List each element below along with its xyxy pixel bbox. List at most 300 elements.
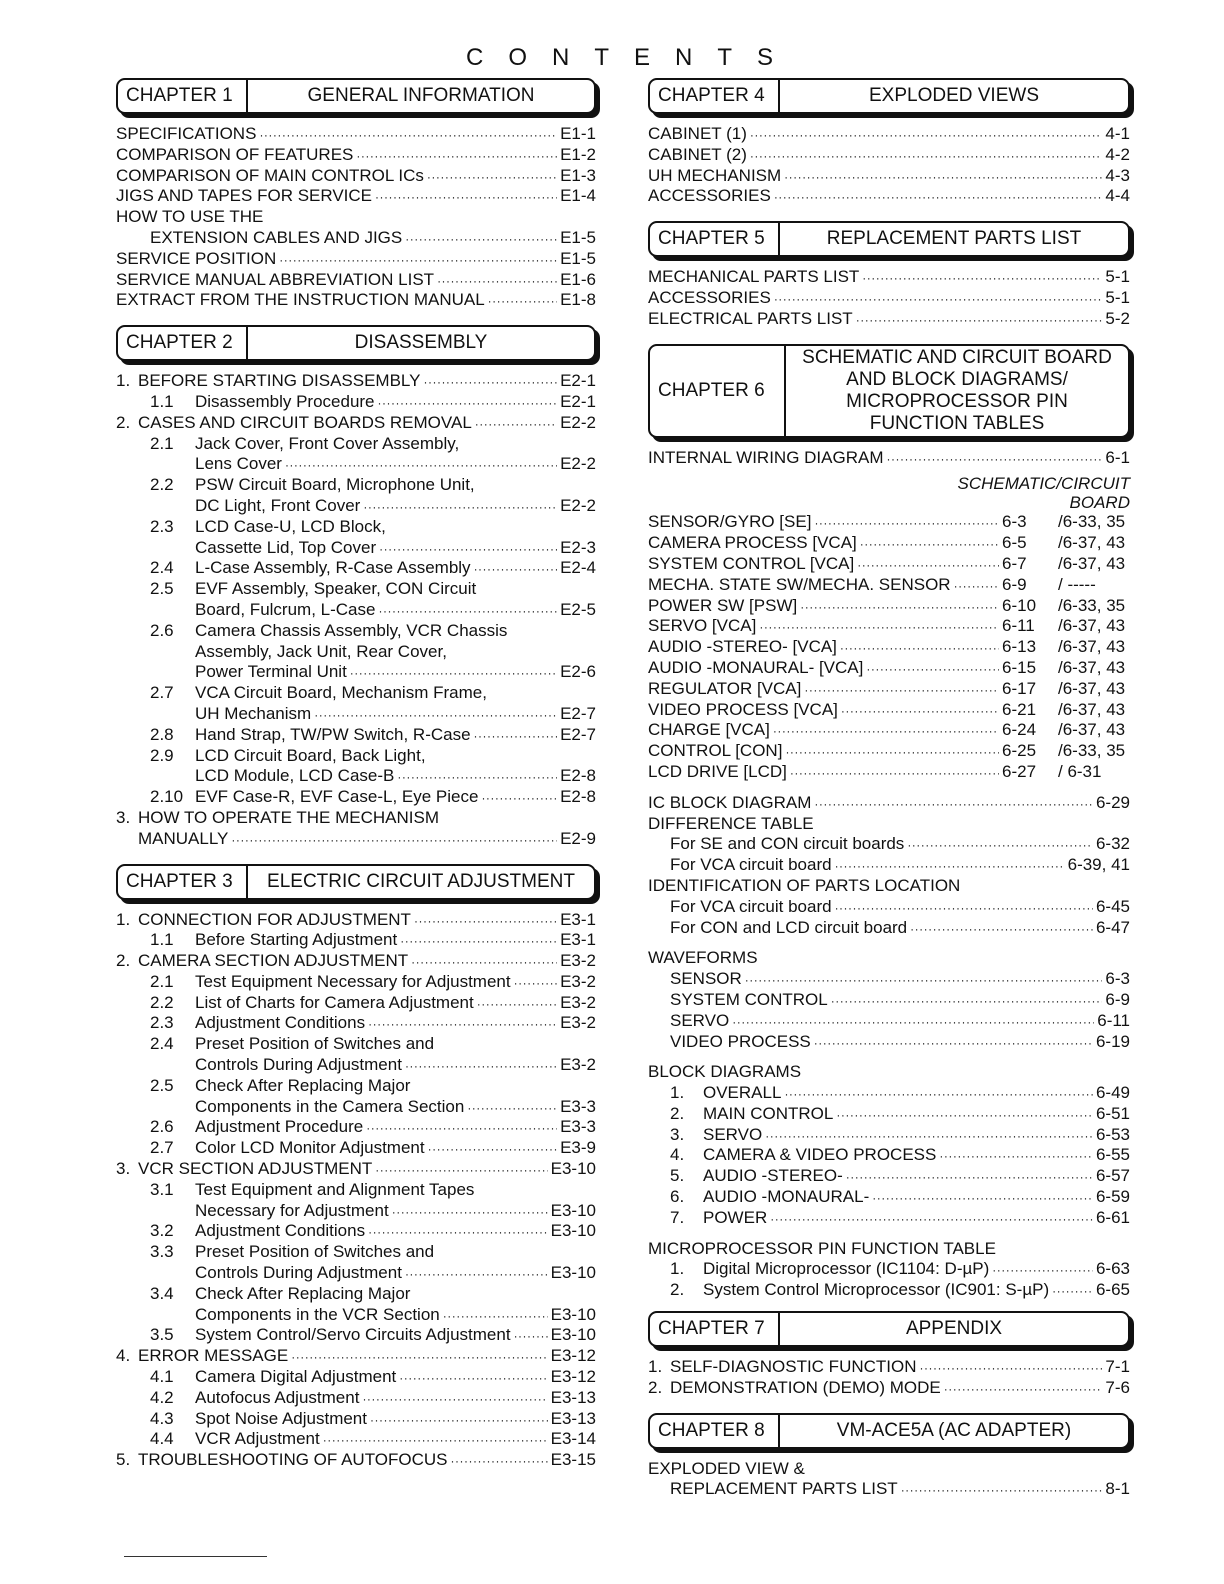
toc-entry[interactable] bbox=[648, 1259, 1130, 1280]
dot-leader bbox=[835, 897, 1093, 919]
toc-entry[interactable] bbox=[648, 616, 1130, 637]
dot-leader bbox=[765, 1125, 1093, 1147]
entry-title: For SE and CON circuit boards bbox=[670, 834, 905, 854]
entry-page: E3-13 bbox=[550, 1408, 596, 1428]
entry-title: L-Case Assembly, R-Case Assembly bbox=[195, 558, 471, 578]
toc-entry[interactable] bbox=[116, 1367, 596, 1388]
dot-leader bbox=[846, 1166, 1093, 1188]
entry-title: Test Equipment Necessary for Adjustment bbox=[195, 971, 511, 991]
dot-leader bbox=[944, 1378, 1103, 1400]
dot-leader bbox=[279, 249, 557, 271]
entry-page: 5-1 bbox=[1105, 267, 1130, 287]
toc-entry[interactable] bbox=[116, 766, 596, 787]
toc-subheading bbox=[648, 814, 1130, 835]
entry-title: ELECTRICAL PARTS LIST bbox=[648, 308, 853, 328]
toc-entry[interactable] bbox=[648, 897, 1130, 918]
toc-entry[interactable] bbox=[116, 930, 596, 951]
toc-entry[interactable] bbox=[648, 166, 1130, 187]
dot-leader bbox=[474, 558, 558, 580]
toc-entry[interactable] bbox=[116, 1180, 596, 1201]
entry-title: System Control Microprocessor (IC901: S-µP) bbox=[703, 1280, 1050, 1300]
toc-entry[interactable] bbox=[648, 855, 1130, 876]
toc-entry[interactable] bbox=[648, 1280, 1130, 1301]
toc-subheading bbox=[648, 876, 1130, 897]
entry-page: E3-13 bbox=[550, 1387, 596, 1407]
chapter-7-header[interactable] bbox=[648, 1311, 1130, 1347]
entry-number: 1.1 bbox=[150, 930, 174, 950]
dot-leader bbox=[872, 1187, 1093, 1209]
footer-rule bbox=[124, 1556, 267, 1557]
entry-title: Assembly, Jack Unit, Rear Cover, bbox=[195, 641, 447, 661]
entry-number: 2. bbox=[116, 951, 131, 971]
dot-leader bbox=[405, 1055, 557, 1077]
schematic-page: 6-3 bbox=[1002, 512, 1027, 532]
entry-page: 4-3 bbox=[1105, 165, 1130, 185]
entry-number: 2.7 bbox=[150, 683, 174, 703]
entry-page: E2-4 bbox=[560, 558, 596, 578]
toc-entry[interactable] bbox=[648, 679, 1130, 700]
chapter-3-header[interactable] bbox=[116, 864, 596, 900]
toc-entry[interactable] bbox=[116, 413, 596, 434]
toc-entry[interactable] bbox=[116, 725, 596, 746]
schematic-page: 6-7 bbox=[1002, 553, 1027, 573]
entry-page: 5-2 bbox=[1105, 308, 1130, 328]
entry-page: E3-14 bbox=[550, 1429, 596, 1449]
toc-entry[interactable] bbox=[116, 1138, 596, 1159]
toc-entry[interactable] bbox=[116, 1284, 596, 1305]
dot-leader bbox=[379, 538, 557, 560]
toc-entry[interactable] bbox=[116, 1242, 596, 1263]
toc-entry[interactable] bbox=[116, 1429, 596, 1450]
heading-line: SCHEMATIC/CIRCUIT bbox=[957, 474, 1130, 494]
schematic-page: 6-24 bbox=[1002, 720, 1037, 740]
schematic-page: 6-13 bbox=[1002, 637, 1037, 657]
toc-entry[interactable] bbox=[116, 1346, 596, 1367]
entry-page: E3-15 bbox=[550, 1450, 596, 1470]
entry-title: MECHA. STATE SW/MECHA. SENSOR bbox=[648, 574, 951, 594]
toc-entry[interactable] bbox=[648, 288, 1130, 309]
entry-number: 1. bbox=[648, 1357, 663, 1377]
toc-entry[interactable] bbox=[116, 972, 596, 993]
dot-leader bbox=[259, 124, 557, 146]
entry-page: E1-1 bbox=[560, 124, 596, 143]
entry-title: LCD Case-U, LCD Block, bbox=[195, 516, 386, 536]
entry-number: 2.4 bbox=[150, 1034, 174, 1054]
toc-entry[interactable] bbox=[648, 1145, 1130, 1166]
toc-entry[interactable] bbox=[648, 1378, 1130, 1399]
circuit-board-page: / ----- bbox=[1058, 574, 1096, 594]
entry-page: E3-3 bbox=[560, 1096, 596, 1116]
toc-entry[interactable] bbox=[648, 575, 1130, 596]
toc-entry[interactable] bbox=[648, 834, 1130, 855]
toc-entry[interactable] bbox=[116, 1263, 596, 1284]
dot-leader bbox=[910, 918, 1093, 940]
dot-leader bbox=[370, 1409, 548, 1431]
toc-entry[interactable] bbox=[116, 392, 596, 413]
entry-number: 4.3 bbox=[150, 1408, 174, 1428]
dot-leader bbox=[378, 392, 558, 414]
entry-page: 6-29 bbox=[1095, 792, 1130, 812]
chapter-number: CHAPTER 8 bbox=[650, 1415, 780, 1447]
entry-title: Adjustment Conditions bbox=[195, 1221, 366, 1241]
entry-title: Power Terminal Unit bbox=[195, 662, 347, 682]
chapter-8-list bbox=[648, 1459, 1130, 1501]
entry-number: 4.2 bbox=[150, 1387, 174, 1407]
toc-entry[interactable] bbox=[648, 720, 1130, 741]
entry-title: DC Light, Front Cover bbox=[195, 495, 361, 515]
dot-leader bbox=[800, 596, 999, 618]
entry-number: 2.10 bbox=[150, 787, 184, 807]
toc-entry[interactable] bbox=[648, 1032, 1130, 1053]
entry-title: TROUBLESHOOTING OF AUTOFOCUS bbox=[138, 1450, 448, 1470]
circuit-board-page: /6-33, 35 bbox=[1058, 595, 1126, 615]
toc-entry[interactable] bbox=[116, 124, 596, 145]
toc-entry[interactable] bbox=[116, 683, 596, 704]
entry-number: 2.8 bbox=[150, 724, 174, 744]
toc-subheading bbox=[648, 948, 1130, 969]
entry-page: 6-45 bbox=[1095, 896, 1130, 916]
entry-page: E3-9 bbox=[560, 1138, 596, 1158]
toc-entry[interactable] bbox=[116, 371, 596, 392]
entry-page: E2-2 bbox=[560, 454, 596, 474]
toc-entry[interactable] bbox=[116, 951, 596, 972]
toc-entry[interactable] bbox=[648, 793, 1130, 814]
toc-entry[interactable] bbox=[648, 1357, 1130, 1378]
circuit-board-page: /6-33, 35 bbox=[1058, 741, 1126, 761]
circuit-board-page: /6-37, 43 bbox=[1058, 678, 1126, 698]
chapter-5-header[interactable] bbox=[648, 221, 1130, 257]
entry-page: E2-1 bbox=[560, 371, 596, 391]
dot-leader bbox=[1052, 1280, 1093, 1302]
toc-entry[interactable] bbox=[116, 1450, 596, 1471]
toc-entry[interactable] bbox=[116, 166, 596, 187]
toc-entry[interactable] bbox=[648, 1459, 1130, 1480]
toc-entry[interactable] bbox=[116, 186, 596, 207]
chapter-3-list bbox=[116, 910, 596, 1472]
entry-page: 6-63 bbox=[1095, 1259, 1130, 1279]
entry-page: E2-2 bbox=[560, 412, 596, 432]
entry-title: CAMERA & VIDEO PROCESS bbox=[703, 1145, 937, 1165]
toc-entry[interactable] bbox=[648, 533, 1130, 554]
entry-page: 6-49 bbox=[1095, 1083, 1130, 1103]
toc-entry[interactable] bbox=[116, 1325, 596, 1346]
entry-number: 2.5 bbox=[150, 579, 174, 599]
entry-number: 2.5 bbox=[150, 1075, 174, 1095]
entry-page: 5-1 bbox=[1105, 287, 1130, 307]
entry-title: CABINET (1) bbox=[648, 124, 747, 143]
entry-title: System Control/Servo Circuits Adjustment bbox=[195, 1325, 511, 1345]
toc-entry[interactable] bbox=[648, 700, 1130, 721]
entry-number: 1. bbox=[116, 909, 131, 929]
entry-number: 4.4 bbox=[150, 1429, 174, 1449]
dot-leader bbox=[314, 704, 557, 726]
entry-page: 4-1 bbox=[1105, 124, 1130, 143]
toc-entry[interactable] bbox=[116, 808, 596, 829]
dot-leader bbox=[866, 658, 999, 680]
toc-entry[interactable] bbox=[116, 270, 596, 291]
entry-page: E3-10 bbox=[550, 1325, 596, 1345]
entry-title: OVERALL bbox=[703, 1083, 782, 1103]
toc-entry[interactable] bbox=[116, 1013, 596, 1034]
toc-entry[interactable] bbox=[116, 1409, 596, 1430]
toc-entry[interactable] bbox=[648, 554, 1130, 575]
toc-entry[interactable] bbox=[116, 746, 596, 767]
schematic-page: 6-15 bbox=[1002, 657, 1037, 677]
entry-number: 2.4 bbox=[150, 558, 174, 578]
toc-entry[interactable] bbox=[116, 145, 596, 166]
dot-leader bbox=[488, 290, 557, 312]
entry-title: CAMERA PROCESS [VCA] bbox=[648, 533, 857, 553]
chapter-4-header[interactable] bbox=[648, 78, 1130, 114]
entry-title: EXTRACT FROM THE INSTRUCTION MANUAL bbox=[116, 290, 485, 310]
toc-entry[interactable] bbox=[116, 249, 596, 270]
dot-leader bbox=[378, 600, 557, 622]
toc-entry[interactable] bbox=[648, 448, 1130, 469]
dot-leader bbox=[860, 533, 999, 555]
circuit-board-page: / 6-31 bbox=[1058, 761, 1102, 781]
dot-leader bbox=[514, 1325, 548, 1347]
entry-number: 2.9 bbox=[150, 745, 174, 765]
entry-title: Autofocus Adjustment bbox=[195, 1387, 360, 1407]
toc-entry[interactable] bbox=[648, 762, 1130, 783]
toc-entry[interactable] bbox=[116, 517, 596, 538]
toc-entry[interactable] bbox=[116, 1201, 596, 1222]
entry-number: 3.2 bbox=[150, 1221, 174, 1241]
dot-leader bbox=[285, 454, 557, 476]
entry-title: Test Equipment and Alignment Tapes bbox=[195, 1179, 475, 1199]
entry-title: Board, Fulcrum, L-Case bbox=[195, 599, 376, 619]
schematic-page: 6-25 bbox=[1002, 741, 1037, 761]
dot-leader bbox=[291, 1346, 547, 1368]
dot-leader bbox=[366, 1117, 557, 1139]
entry-number: 2.3 bbox=[150, 1013, 174, 1033]
toc-entry[interactable] bbox=[648, 637, 1130, 658]
chapter-number: CHAPTER 3 bbox=[118, 866, 248, 898]
entry-number: 2. bbox=[670, 1280, 685, 1300]
toc-entry[interactable] bbox=[648, 1166, 1130, 1187]
circuit-board-page: /6-37, 43 bbox=[1058, 533, 1126, 553]
toc-entry[interactable] bbox=[116, 787, 596, 808]
chapter-title: DISASSEMBLY bbox=[354, 332, 488, 354]
entry-title: Cassette Lid, Top Cover bbox=[195, 537, 377, 557]
entry-title: BEFORE STARTING DISASSEMBLY bbox=[138, 371, 421, 391]
entry-page: 6-59 bbox=[1095, 1187, 1130, 1207]
entry-title: EXTENSION CABLES AND JIGS bbox=[150, 227, 403, 247]
toc-entry[interactable] bbox=[648, 741, 1130, 762]
chapter-1-header[interactable] bbox=[116, 78, 596, 114]
left-column bbox=[116, 78, 596, 1485]
toc-entry[interactable] bbox=[116, 1159, 596, 1180]
toc-entry[interactable] bbox=[116, 704, 596, 725]
entry-title: WAVEFORMS bbox=[648, 948, 758, 968]
toc-entry[interactable] bbox=[116, 1097, 596, 1118]
chapter-2-header[interactable] bbox=[116, 325, 596, 361]
circuit-board-page: /6-33, 35 bbox=[1058, 512, 1126, 532]
chapter-6-list bbox=[648, 448, 1130, 1301]
dot-leader bbox=[481, 787, 557, 809]
right-column bbox=[648, 78, 1130, 1514]
dot-leader bbox=[814, 512, 999, 534]
entry-page: 6-57 bbox=[1095, 1166, 1130, 1186]
toc-entry[interactable] bbox=[116, 434, 596, 455]
entry-title: HOW TO OPERATE THE MECHANISM bbox=[138, 807, 439, 827]
dot-leader bbox=[392, 1201, 548, 1223]
toc-entry[interactable] bbox=[116, 207, 596, 228]
toc-entry[interactable] bbox=[648, 1011, 1130, 1032]
page-title: CONTENTS bbox=[466, 44, 798, 71]
entry-page: E3-2 bbox=[560, 951, 596, 971]
dot-leader bbox=[399, 1367, 547, 1389]
toc-entry[interactable] bbox=[116, 496, 596, 517]
entry-title: REPLACEMENT PARTS LIST bbox=[670, 1479, 898, 1499]
schematic-page: 6-5 bbox=[1002, 533, 1027, 553]
entry-title: COMPARISON OF FEATURES bbox=[116, 144, 354, 164]
dot-leader bbox=[784, 166, 1102, 188]
entry-page: 7-6 bbox=[1105, 1377, 1130, 1397]
entry-title: EXPLODED VIEW & bbox=[648, 1458, 805, 1478]
entry-title: Components in the VCR Section bbox=[195, 1304, 440, 1324]
toc-entry[interactable] bbox=[116, 910, 596, 931]
dot-leader bbox=[323, 1429, 548, 1451]
dot-leader bbox=[427, 166, 557, 188]
dot-leader bbox=[840, 637, 999, 659]
entry-title: Check After Replacing Major bbox=[195, 1075, 411, 1095]
entry-title: ERROR MESSAGE bbox=[138, 1346, 289, 1366]
toc-entry[interactable] bbox=[116, 662, 596, 683]
entry-number: 5. bbox=[116, 1450, 131, 1470]
dot-leader bbox=[514, 972, 557, 994]
dot-leader bbox=[759, 616, 999, 638]
toc-entry[interactable] bbox=[116, 642, 596, 663]
entry-title: CHARGE [VCA] bbox=[648, 720, 770, 740]
toc-entry[interactable] bbox=[116, 228, 596, 249]
toc-entry[interactable] bbox=[648, 918, 1130, 939]
entry-title: DIFFERENCE TABLE bbox=[648, 813, 814, 833]
toc-entry[interactable] bbox=[116, 290, 596, 311]
entry-number: 2.6 bbox=[150, 1117, 174, 1137]
entry-title: Lens Cover bbox=[195, 454, 282, 474]
entry-title: DEMONSTRATION (DEMO) MODE bbox=[670, 1377, 941, 1397]
dot-leader bbox=[920, 1357, 1103, 1379]
entry-title: SPECIFICATIONS bbox=[116, 124, 257, 143]
schematic-page: 6-17 bbox=[1002, 678, 1037, 698]
entry-title: IDENTIFICATION OF PARTS LOCATION bbox=[648, 875, 961, 895]
chapter-title-line: MICROPROCESSOR PIN bbox=[846, 390, 1068, 412]
entry-title: SELF-DIAGNOSTIC FUNCTION bbox=[670, 1357, 917, 1377]
toc-entry[interactable] bbox=[116, 1055, 596, 1076]
toc-entry[interactable] bbox=[648, 658, 1130, 679]
entry-title: IC BLOCK DIAGRAM bbox=[648, 792, 812, 812]
toc-entry[interactable] bbox=[648, 267, 1130, 288]
entry-title: VIDEO PROCESS bbox=[670, 1031, 811, 1051]
toc-entry[interactable] bbox=[116, 1388, 596, 1409]
dot-leader bbox=[732, 1011, 1094, 1033]
dot-leader bbox=[841, 700, 999, 722]
toc-entry[interactable] bbox=[648, 145, 1130, 166]
dot-leader bbox=[862, 267, 1102, 289]
toc-entry[interactable] bbox=[116, 454, 596, 475]
toc-entry[interactable] bbox=[648, 1208, 1130, 1229]
entry-page: E1-8 bbox=[560, 290, 596, 310]
toc-entry[interactable] bbox=[648, 990, 1130, 1011]
entry-page: E2-5 bbox=[560, 599, 596, 619]
entry-page: 4-2 bbox=[1105, 144, 1130, 164]
toc-entry[interactable] bbox=[116, 538, 596, 559]
entry-number: 3. bbox=[670, 1124, 685, 1144]
entry-title: Camera Chassis Assembly, VCR Chassis bbox=[195, 620, 508, 640]
toc-entry[interactable] bbox=[116, 600, 596, 621]
chapter-1-list bbox=[116, 124, 596, 311]
dot-leader bbox=[790, 762, 999, 784]
dot-leader bbox=[774, 186, 1103, 208]
toc-entry[interactable] bbox=[116, 579, 596, 600]
toc-entry[interactable] bbox=[116, 829, 596, 850]
toc-entry[interactable] bbox=[116, 1221, 596, 1242]
toc-entry[interactable] bbox=[116, 558, 596, 579]
entry-page: E2-6 bbox=[560, 662, 596, 682]
entry-title: MAIN CONTROL bbox=[703, 1103, 834, 1123]
entry-title: Disassembly Procedure bbox=[195, 391, 375, 411]
entry-number: 2. bbox=[116, 412, 131, 432]
entry-number: 2.3 bbox=[150, 516, 174, 536]
chapter-8-header[interactable] bbox=[648, 1413, 1130, 1449]
entry-page: E3-2 bbox=[560, 971, 596, 991]
toc-entry[interactable] bbox=[648, 1125, 1130, 1146]
toc-entry[interactable] bbox=[116, 993, 596, 1014]
dot-leader bbox=[954, 575, 999, 597]
dot-leader bbox=[887, 448, 1103, 470]
entry-title: Controls During Adjustment bbox=[195, 1263, 402, 1283]
chapter-6-header[interactable] bbox=[648, 344, 1130, 438]
entry-title: SERVICE POSITION bbox=[116, 248, 277, 268]
entry-page: E3-10 bbox=[550, 1200, 596, 1220]
toc-entry[interactable] bbox=[648, 186, 1130, 207]
dot-leader bbox=[750, 124, 1103, 146]
toc-entry[interactable] bbox=[648, 1479, 1130, 1500]
dot-leader bbox=[375, 1159, 547, 1181]
toc-entry[interactable] bbox=[648, 512, 1130, 533]
entry-title: SERVICE MANUAL ABBREVIATION LIST bbox=[116, 269, 435, 289]
toc-entry[interactable] bbox=[116, 475, 596, 496]
toc-entry[interactable] bbox=[648, 1083, 1130, 1104]
entry-title: PSW Circuit Board, Microphone Unit, bbox=[195, 475, 475, 495]
dot-leader bbox=[467, 1097, 557, 1119]
dot-leader bbox=[414, 910, 557, 932]
dot-leader bbox=[405, 1263, 548, 1285]
entry-title: ACCESSORIES bbox=[648, 186, 771, 206]
toc-entry[interactable] bbox=[648, 309, 1130, 330]
toc-entry[interactable] bbox=[648, 969, 1130, 990]
entry-title: SYSTEM CONTROL [VCA] bbox=[648, 553, 855, 573]
toc-entry[interactable] bbox=[116, 1305, 596, 1326]
toc-entry[interactable] bbox=[116, 621, 596, 642]
toc-entry[interactable] bbox=[648, 1187, 1130, 1208]
toc-entry[interactable] bbox=[648, 124, 1130, 145]
entry-title: SERVO [VCA] bbox=[648, 616, 757, 636]
entry-page: E3-2 bbox=[560, 992, 596, 1012]
toc-entry[interactable] bbox=[116, 1076, 596, 1097]
toc-entry[interactable] bbox=[648, 596, 1130, 617]
dot-leader bbox=[474, 725, 558, 747]
toc-entry[interactable] bbox=[116, 1034, 596, 1055]
entry-title: UH Mechanism bbox=[195, 703, 312, 723]
dot-leader bbox=[375, 186, 557, 208]
toc-entry[interactable] bbox=[648, 1104, 1130, 1125]
entry-title: CONTROL [CON] bbox=[648, 741, 783, 761]
toc-entry[interactable] bbox=[116, 1117, 596, 1138]
entry-title: COMPARISON OF MAIN CONTROL ICs bbox=[116, 165, 424, 185]
entry-page: E2-7 bbox=[560, 724, 596, 744]
